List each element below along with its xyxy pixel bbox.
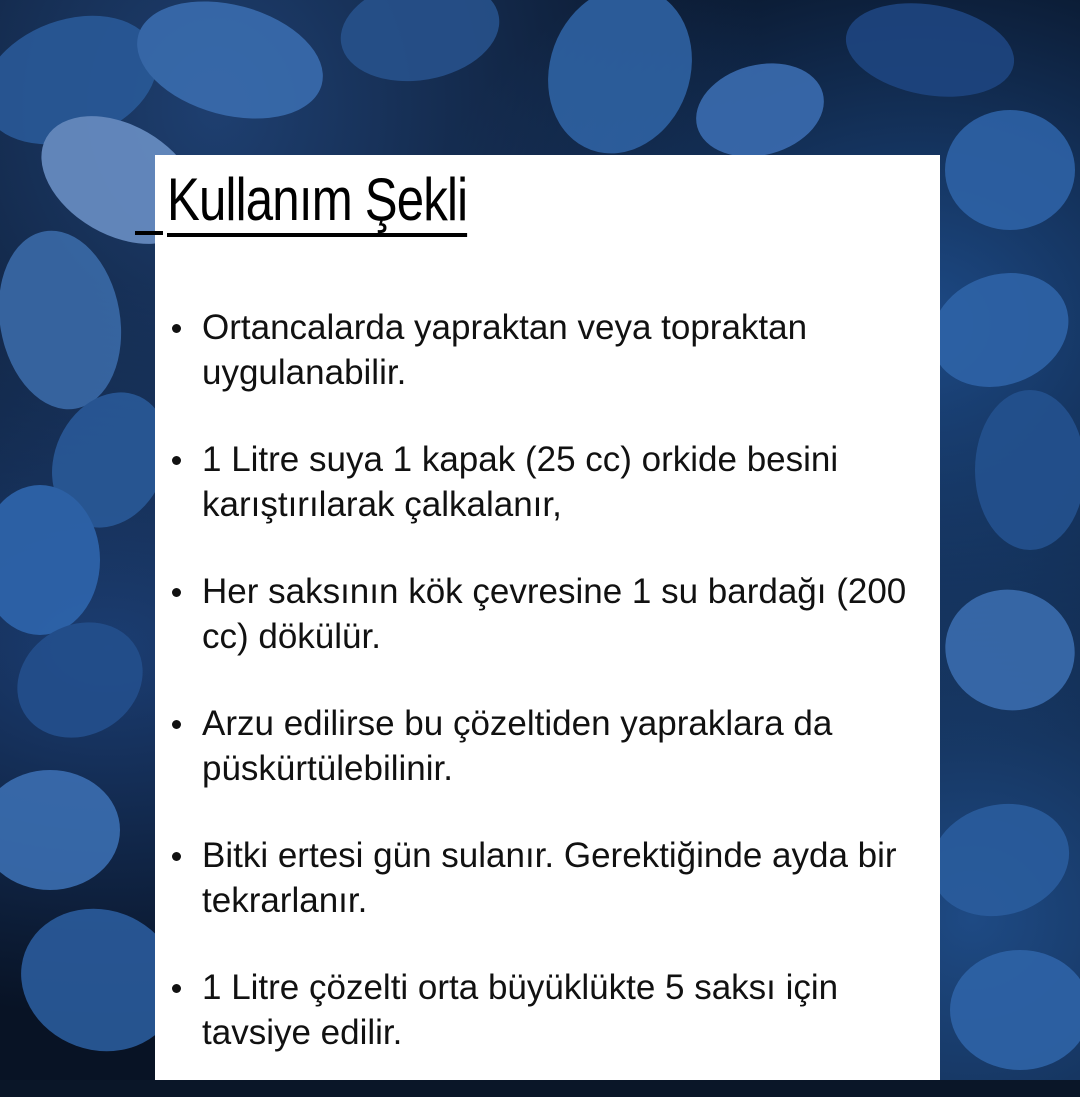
title-underline-extension — [135, 231, 163, 235]
list-item-text: Ortancalarda yapraktan veya topraktan uygulanabilir. — [202, 308, 808, 392]
list-item-text: 1 Litre çözelti orta büyüklükte 5 saksı için tavsiye edilir. — [202, 968, 839, 1052]
list-item — [155, 437, 922, 527]
bullet-icon — [172, 324, 181, 333]
bullet-icon — [172, 984, 181, 993]
list-item — [155, 833, 922, 923]
list-item — [155, 965, 922, 1055]
list-item — [155, 569, 922, 659]
bullet-icon — [172, 456, 181, 465]
list-item-text: 1 Litre suya 1 kapak (25 cc) orkide besini karıştırılarak çalkalanır, — [202, 440, 839, 524]
list-item — [155, 701, 922, 791]
bullet-icon — [172, 588, 181, 597]
instructions-list — [155, 305, 940, 1097]
instructions-card — [155, 155, 940, 1080]
title-text: Kullanım Şekli — [167, 166, 467, 237]
list-item-text: Arzu edilirse bu çözeltiden yapraklara da püskürtülebilinir. — [202, 704, 833, 788]
list-item — [155, 305, 922, 395]
list-item-text: Bitki ertesi gün sulanır. Gerektiğinde ayda bir tekrarlanır. — [202, 836, 897, 920]
list-item-text: Her saksının kök çevresine 1 su bardağı (200 cc) dökülür. — [202, 572, 907, 656]
bullet-icon — [172, 852, 181, 861]
bullet-icon — [172, 720, 181, 729]
page-title — [167, 160, 467, 240]
